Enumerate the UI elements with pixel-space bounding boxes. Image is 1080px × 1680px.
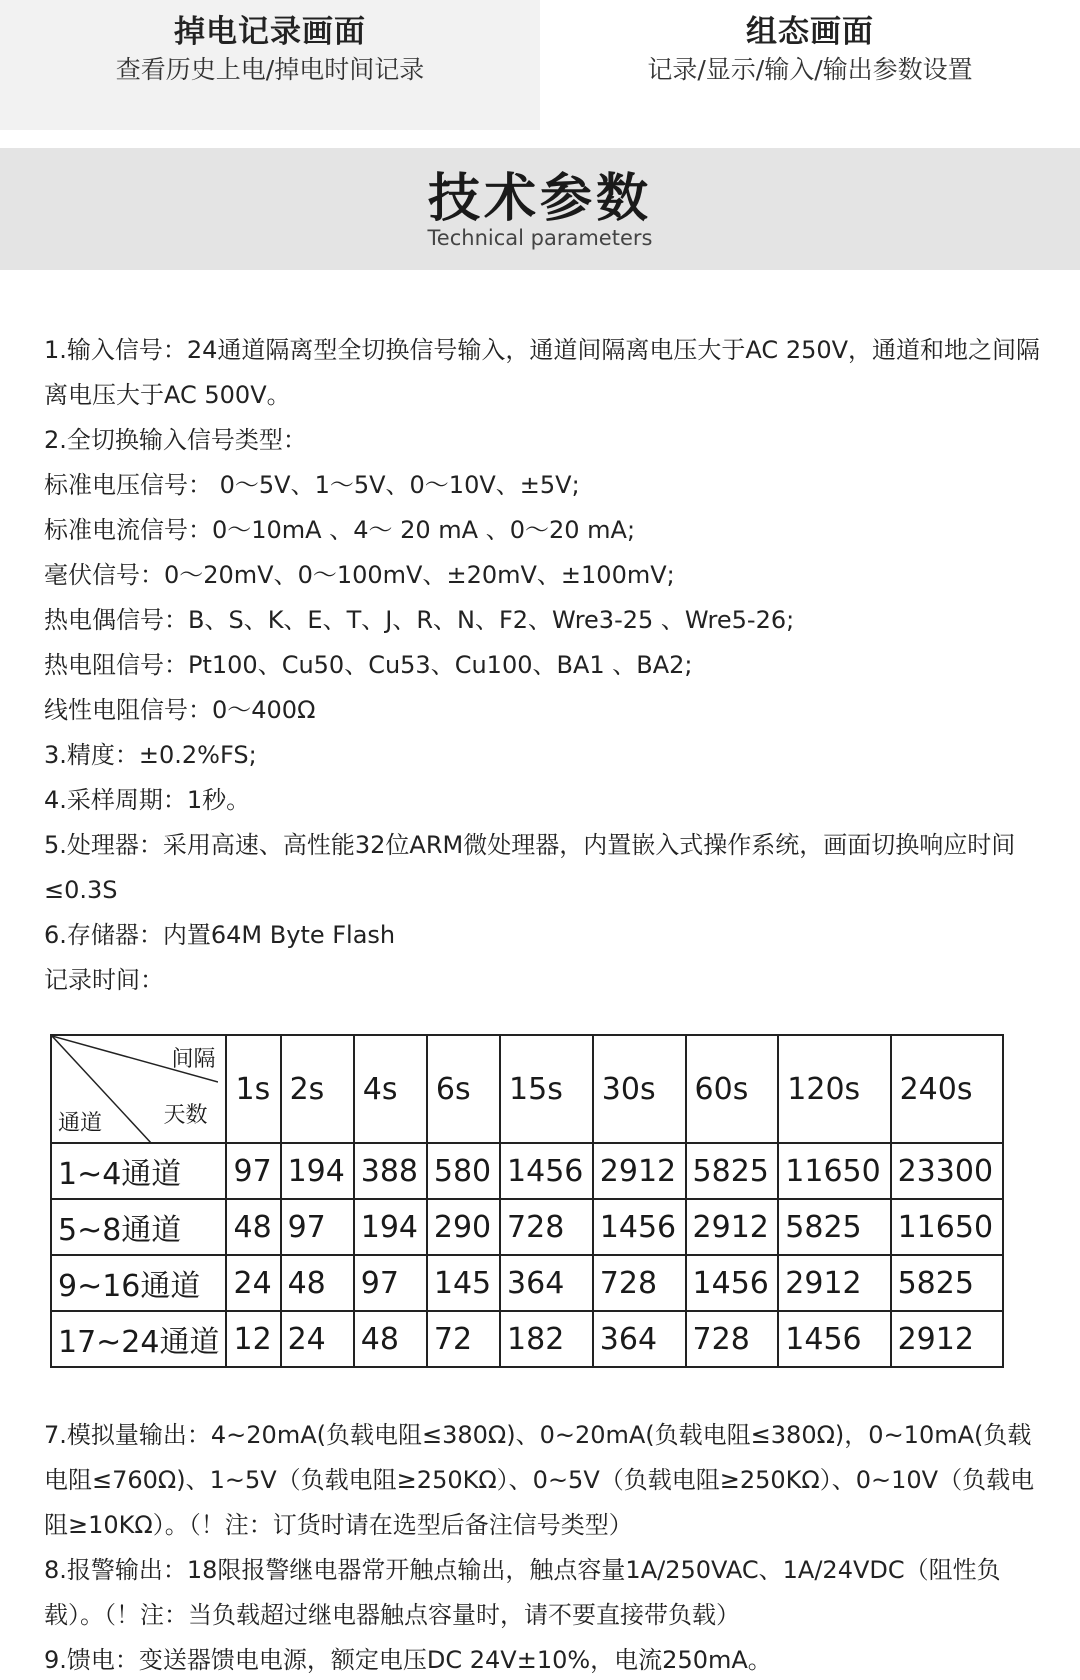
interval-header: 2s: [281, 1035, 354, 1143]
table-cell: 1456: [686, 1255, 779, 1311]
table-cell: 23300: [891, 1143, 1003, 1199]
record-time-table: [50, 1034, 1004, 1368]
power-loss-record-title: 掉电记录画面: [174, 14, 366, 50]
table-cell: 145: [427, 1255, 500, 1311]
table-cell: 97: [226, 1143, 280, 1199]
table-cell: 2912: [778, 1255, 890, 1311]
spec-paragraph: 标准电流信号：0～10mA 、4～ 20 mA 、0～20 mA;: [44, 516, 636, 544]
spec-paragraph: 6.存储器：内置64M Byte Flash: [44, 921, 396, 949]
table-cell: 1456: [778, 1311, 890, 1367]
table-cell: 182: [500, 1311, 593, 1367]
spec-paragraph: 7.模拟量输出：4~20mA(负载电阻≤380Ω)、0~20mA(负载电阻≤380Ω)，0~10mA(负载电阻≤760Ω)、1~5V（负载电阻≥250KΩ）、0~5V（负载电阻≥250KΩ）、0~10V（负载电阻≥10KΩ）。（！注：订货时请在选型后备注信号类型）: [44, 1421, 1035, 1539]
table-cell: 5825: [891, 1255, 1003, 1311]
row-label: 1~4通道: [51, 1143, 226, 1199]
table-cell: 388: [354, 1143, 427, 1199]
table-row: [51, 1143, 1003, 1199]
interval-header: 240s: [891, 1035, 1003, 1143]
spec-paragraph: 标准电压信号： 0～5V、1～5V、0～10V、±5V;: [44, 471, 580, 499]
table-cell: 24: [281, 1311, 354, 1367]
table-cell: 72: [427, 1311, 500, 1367]
spec-paragraph: 热电阻信号：Pt100、Cu50、Cu53、Cu100、BA1 、BA2;: [44, 651, 693, 679]
spec-paragraph: 线性电阻信号：0～400Ω: [44, 696, 316, 724]
table-cell: 5825: [686, 1143, 779, 1199]
power-loss-record-card: [0, 0, 540, 130]
spec-paragraph: 4.采样周期：1秒。: [44, 786, 251, 814]
section-subtitle: Technical parameters: [427, 226, 653, 250]
table-cell: 97: [354, 1255, 427, 1311]
table-corner-cell: [51, 1035, 226, 1143]
spec-paragraph: 5.处理器：采用高速、高性能32位ARM微处理器，内置嵌入式操作系统，画面切换响应时间≤0.3S: [44, 831, 1016, 904]
spec-paragraph: 热电偶信号：B、S、K、E、T、J、R、N、F2、Wre3-25 、Wre5-26;: [44, 606, 795, 634]
interval-header: 1s: [226, 1035, 280, 1143]
table-cell: 194: [354, 1199, 427, 1255]
table-cell: 364: [593, 1311, 686, 1367]
spec-paragraph: 9.馈电：变送器馈电电源，额定电压DC 24V±10%，电流250mA。: [44, 1646, 772, 1674]
interval-header: 30s: [593, 1035, 686, 1143]
section-header: [0, 148, 1080, 270]
interval-header: 6s: [427, 1035, 500, 1143]
table-cell: 12: [226, 1311, 280, 1367]
interval-header: 4s: [354, 1035, 427, 1143]
corner-label-interval: 间隔: [171, 1047, 216, 1072]
table-row: [51, 1199, 1003, 1255]
spec-paragraph: 1.输入信号：24通道隔离型全切换信号输入，通道间隔离电压大于AC 250V，通道和地之间隔离电压大于AC 500V。: [44, 336, 1041, 409]
power-loss-record-subtitle: 查看历史上电/掉电时间记录: [115, 55, 425, 84]
table-row: [51, 1311, 1003, 1367]
configuration-card: [540, 0, 1080, 130]
row-label: 5~8通道: [51, 1199, 226, 1255]
row-label: 9~16通道: [51, 1255, 226, 1311]
corner-label-channel: 通道: [58, 1111, 103, 1136]
table-cell: 1456: [500, 1143, 593, 1199]
table-cell: 290: [427, 1199, 500, 1255]
spec-paragraph: 3.精度：±0.2%FS;: [44, 741, 257, 769]
table-cell: 48: [281, 1255, 354, 1311]
section-title: 技术参数: [427, 169, 652, 229]
table-header-row: [51, 1035, 1003, 1143]
table-cell: 2912: [593, 1143, 686, 1199]
top-feature-band: [0, 0, 1080, 130]
table-cell: 1456: [593, 1199, 686, 1255]
table-cell: 97: [281, 1199, 354, 1255]
configuration-title: 组态画面: [746, 14, 874, 50]
spec-paragraph: 2.全切换输入信号类型：: [44, 426, 307, 454]
spec-list-top: [44, 328, 1054, 1003]
spec-list-bottom: [44, 1413, 1054, 1680]
table-cell: 728: [686, 1311, 779, 1367]
table-cell: 48: [354, 1311, 427, 1367]
table-cell: 580: [427, 1143, 500, 1199]
interval-header: 60s: [686, 1035, 779, 1143]
table-cell: 24: [226, 1255, 280, 1311]
table-row: [51, 1255, 1003, 1311]
table-cell: 2912: [891, 1311, 1003, 1367]
interval-header: 15s: [500, 1035, 593, 1143]
table-cell: 728: [500, 1199, 593, 1255]
row-label: 17~24通道: [51, 1311, 226, 1367]
table-cell: 48: [226, 1199, 280, 1255]
spec-paragraph: 8.报警输出：18限报警继电器常开触点输出，触点容量1A/250VAC、1A/24VDC（阻性负载）。（！注：当负载超过继电器触点容量时，请不要直接带负载）: [44, 1556, 1001, 1629]
table-cell: 2912: [686, 1199, 779, 1255]
interval-header: 120s: [778, 1035, 890, 1143]
spec-paragraph: 记录时间：: [44, 966, 164, 994]
configuration-subtitle: 记录/显示/输入/输出参数设置: [647, 55, 973, 84]
corner-label-days: 天数: [163, 1103, 208, 1128]
table-cell: 5825: [778, 1199, 890, 1255]
table-cell: 728: [593, 1255, 686, 1311]
table-cell: 11650: [778, 1143, 890, 1199]
spec-paragraph: 毫伏信号：0～20mV、0～100mV、±20mV、±100mV;: [44, 561, 675, 589]
table-cell: 194: [281, 1143, 354, 1199]
table-cell: 11650: [891, 1199, 1003, 1255]
table-cell: 364: [500, 1255, 593, 1311]
